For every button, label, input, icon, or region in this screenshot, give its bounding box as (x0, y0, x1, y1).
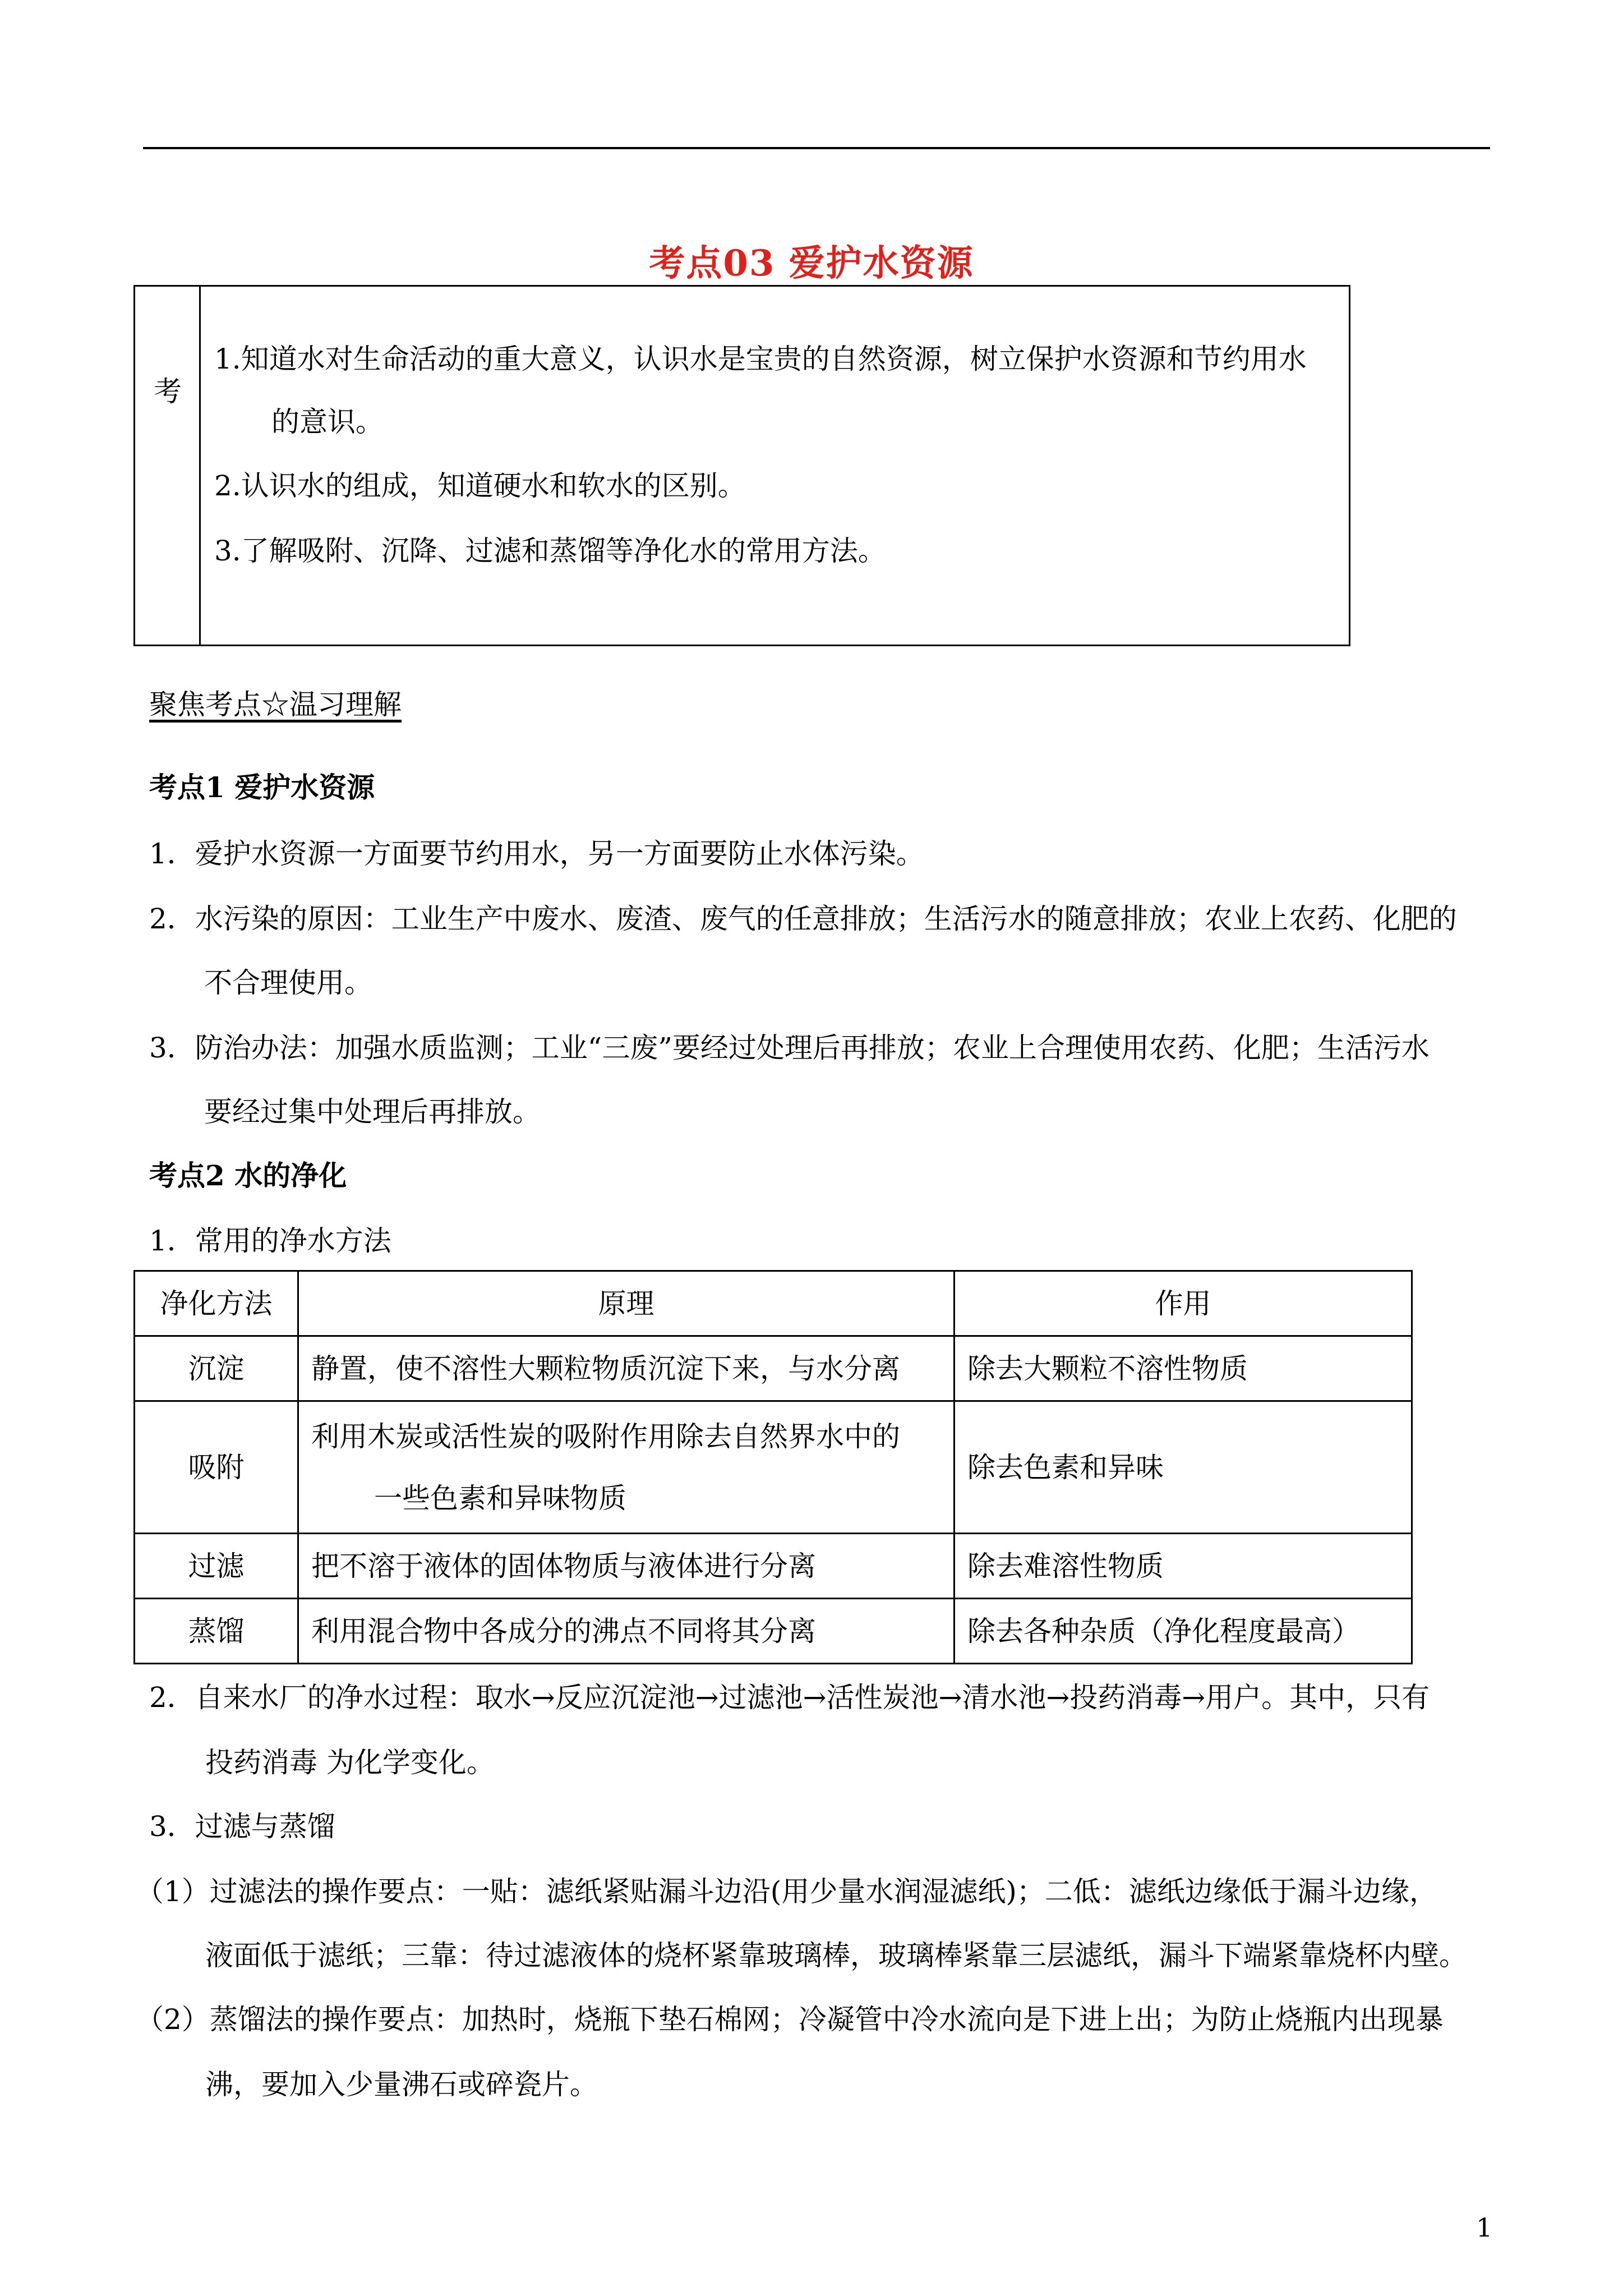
table-cell: 蒸馏 (135, 1599, 298, 1664)
topic1-line: 要经过集中处理后再排放。 (204, 1096, 541, 1128)
purification-table (133, 1270, 1413, 1664)
table-row (135, 1401, 1412, 1534)
objective-line: 的意识。 (271, 406, 384, 438)
topic1-line: 1．爱护水资源一方面要节约用水，另一方面要防止水体污染。 (149, 838, 924, 870)
table-cell: 利用混合物中各成分的沸点不同将其分离 (298, 1599, 955, 1664)
topic2-line: 沸，要加入少量沸石或碎瓷片。 (205, 2068, 598, 2101)
table-cell: 除去大颗粒不溶性物质 (955, 1336, 1412, 1401)
header-rule (143, 147, 1490, 149)
table-cell: 除去难溶性物质 (955, 1534, 1412, 1599)
table-cell: 除去色素和异味 (955, 1401, 1412, 1534)
objective-line: 2.认识水的组成，知道硬水和软水的区别。 (214, 470, 746, 502)
topic1-line: 3．防治办法：加强水质监测；工业“三废”要经过处理后再排放；农业上合理使用农药、化肥；生活污水 (149, 1032, 1430, 1064)
topic2-subheading: 1．常用的净水方法 (149, 1225, 391, 1257)
table-cell: 吸附 (135, 1401, 298, 1534)
table-row (135, 1599, 1412, 1664)
table-cell: 除去各种杂质（净化程度最高） (955, 1599, 1412, 1664)
topic2-line: 3．过滤与蒸馏 (149, 1810, 335, 1843)
topic1-line: 2．水污染的原因：工业生产中废水、废渣、废气的任意排放；生活污水的随意排放；农业上农药、化肥的 (149, 903, 1457, 935)
objectives-divider (199, 285, 201, 646)
topic1-heading: 考点1 爱护水资源 (149, 771, 375, 804)
table-cell: 沉淀 (135, 1336, 298, 1401)
table-cell: 过滤 (135, 1534, 298, 1599)
table-row (135, 1534, 1412, 1599)
table-cell: 静置，使不溶性大颗粒物质沉淀下来，与水分离 (298, 1336, 955, 1401)
table-cell (298, 1401, 955, 1534)
objective-line: 1.知道水对生命活动的重大意义，认识水是宝贵的自然资源，树立保护水资源和节约用水 (214, 343, 1307, 375)
page-number: 1 (1476, 2212, 1493, 2243)
topic2-line: 液面低于滤纸；三靠：待过滤液体的烧杯紧靠玻璃棒，玻璃棒紧靠三层滤纸，漏斗下端紧靠烧杯内壁。 (205, 1939, 1467, 1972)
objective-line: 3.了解吸附、沉降、过滤和蒸馏等净化水的常用方法。 (214, 535, 886, 567)
topic1-line: 不合理使用。 (204, 967, 372, 999)
table-header-row (135, 1271, 1412, 1336)
section-heading: 聚焦考点☆温习理解 (149, 688, 402, 721)
topic2-heading: 考点2 水的净化 (149, 1159, 347, 1192)
topic2-line: （1）过滤法的操作要点：一贴：滤纸紧贴漏斗边沿(用少量水润湿滤纸)；二低：滤纸边缘低于漏斗边缘， (136, 1875, 1437, 1908)
table-header-cell: 作用 (955, 1271, 1412, 1336)
topic2-line: 2．自来水厂的净水过程：取水→反应沉淀池→过滤池→活性炭池→清水池→投药消毒→用户。其中，只有 (149, 1681, 1430, 1714)
table-cell: 把不溶于液体的固体物质与液体进行分离 (298, 1534, 955, 1599)
objectives-box (133, 285, 1350, 646)
table-header-cell: 原理 (298, 1271, 955, 1336)
topic2-line: （2）蒸馏法的操作要点：加热时，烧瓶下垫石棉网；冷凝管中冷水流向是下进上出；为防止烧瓶内出现暴 (136, 2003, 1444, 2036)
objectives-side-label: 考 (154, 375, 182, 408)
page-title: 考点03 爱护水资源 (649, 242, 974, 284)
table-cell-line: 利用木炭或活性炭的吸附作用除去自然界水中的 (311, 1420, 900, 1453)
table-cell-line: 一些色素和异味物质 (374, 1481, 626, 1515)
table-header-cell: 净化方法 (135, 1271, 298, 1336)
table-row (135, 1336, 1412, 1401)
topic2-line: 投药消毒 为化学变化。 (205, 1746, 495, 1779)
